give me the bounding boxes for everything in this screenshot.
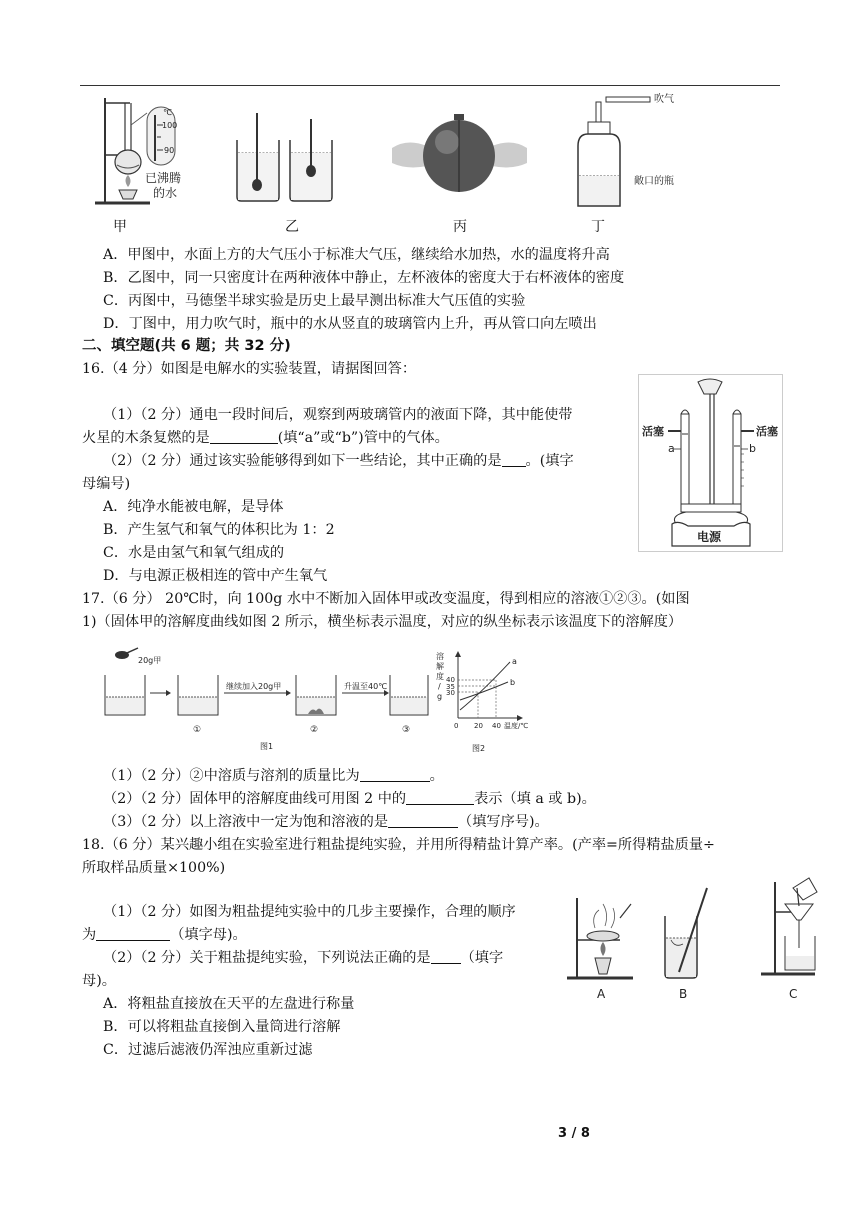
fig1-caption: 图1 [260,742,274,751]
q16-part2-line2: 母编号) [82,476,131,492]
q15-option-b: B．乙图中，同一只密度计在两种液体中静止，左杯液体的密度大于右杯液体的密度 [103,270,625,286]
q17-stem-2: 1)（固体甲的溶解度曲线如图 2 所示，横坐标表示温度，对应的纵坐标表示该温度下的溶解度） [82,614,683,630]
q16-part1-line1: （1）（2 分）通电一段时间后，观察到两玻璃管内的液面下降，其中能使带 [103,407,573,423]
therm-top-label: 100 [162,121,178,130]
q16-option-c: C．水是由氢气和氧气组成的 [103,545,285,561]
q17-blank-3[interactable] [388,813,458,828]
fig1-add-label: 20g甲 [138,656,162,665]
fig2-curve-b-label: b [510,678,516,687]
q18-option-c: C．过滤后滤液仍浑浊应重新过滤 [103,1042,313,1058]
q16-part2-pre: （2）（2 分）通过该实验能够得到如下一些结论，其中正确的是 [103,453,502,469]
q17-blank-1[interactable] [360,767,430,782]
q17-sub-2 [103,789,596,809]
boiled-label-1: 已沸腾 [145,171,182,185]
fig1-step2: 继续加入20g甲 [226,682,282,691]
fig2-ylabel-4: g [437,692,443,701]
figure-ding [568,88,718,213]
q18-part1-post: （填字母)。 [170,927,247,943]
blow-label: 吹气 [654,94,674,105]
fig2-ylabel-2: 度 [436,672,444,681]
fig2-curve-a-label: a [512,657,517,666]
q16-part1-pre: 火星的木条复燃的是 [82,430,210,446]
q17-sub-3 [103,812,549,832]
q16-blank-2[interactable] [502,452,526,467]
boiled-label-2: 的水 [153,186,178,200]
fig1-n3: ③ [402,725,411,735]
q18-part1-line2 [82,925,247,945]
left-valve-label: 活塞 [642,425,664,438]
q18-blank-2[interactable] [431,949,461,964]
q18-stem-2: 所取样品质量×100%) [82,860,226,876]
q17-sub2-pre: （2）（2 分）固体甲的溶解度曲线可用图 2 中的 [103,791,407,807]
q16-blank-1[interactable] [210,429,278,444]
fig-yi-label: 乙 [285,219,299,235]
q18-part2-pre: （2）（2 分）关于粗盐提纯实验，下列说法正确的是 [103,950,431,966]
q17-sub1-pre: （1）（2 分）②中溶质与溶剂的质量比为 [103,768,360,784]
tube-a-label: a [668,442,675,455]
power-label: 电源 [697,530,722,544]
q18-part2-post: （填字 [460,950,504,966]
page-number: 3 / 8 [558,1126,590,1141]
q17-sub1-post: 。 [429,768,444,784]
q18-part2-line1 [103,948,503,968]
q17-sub-1 [103,766,444,786]
fig2-y35: 35 [446,683,455,691]
tube-b-label: b [749,442,756,455]
q18-part2-line2: 母)。 [82,973,116,989]
op-c-label: C [789,987,798,1001]
fig2-ylabel-0: 溶 [436,652,444,661]
q18-blank-1[interactable] [96,926,170,941]
q16-stem: 16.（4 分）如图是电解水的实验装置，请据图回答： [82,361,417,377]
op-b-label: B [679,987,688,1001]
q16-option-b: B．产生氢气和氧气的体积比为 1：2 [103,522,335,538]
fig1-n1: ① [193,725,202,735]
salt-purification-figure [565,878,820,1003]
q15-option-d: D．丁图中，用力吹气时，瓶中的水从竖直的玻璃管内上升，再从管口向左喷出 [103,316,597,332]
header-rule [80,85,780,86]
right-valve-label: 活塞 [756,425,778,438]
fig2-caption: 图2 [472,744,486,753]
fig2-x20: 20 [474,722,483,730]
q17-figure-2 [432,648,542,756]
fig1-step3: 升温至40℃ [344,682,388,691]
electrolysis-figure [638,374,783,552]
op-a-label: A [597,987,606,1001]
q15-option-a: A．甲图中，水面上方的大气压小于标准大气压，继续给水加热，水的温度将升高 [103,247,610,263]
q17-blank-2[interactable] [406,790,474,805]
fig2-xlabel: 温度/℃ [504,722,529,730]
q15-option-c: C．丙图中，马德堡半球实验是历史上最早测出标准大气压值的实验 [103,293,526,309]
q16-option-a: A．纯净水能被电解，是导体 [103,499,284,515]
fig2-x0: 0 [454,722,459,730]
q18-part1-pre: 为 [82,927,97,943]
q18-option-b: B．可以将粗盐直接倒入量筒进行溶解 [103,1019,341,1035]
fig2-ylabel [436,651,444,701]
fig-jia-label: 甲 [113,219,127,235]
fig1-n2: ② [310,725,319,735]
fig-ding-label: 丁 [591,219,605,235]
q17-sub3-post: （填写序号)。 [458,814,549,830]
fig-bing-label: 丙 [453,219,467,235]
q16-option-d: D．与电源正极相连的管中产生氧气 [103,568,328,584]
q17-stem-1: 17.（6 分） 20℃时，向 100g 水中不断加入固体甲或改变温度，得到相应的溶液①②③。(如图 [82,591,690,607]
figure-yi [232,105,342,205]
q16-part2-post: 。(填字 [525,453,574,469]
open-bottle-label: 敞口的瓶 [634,176,674,187]
therm-unit: ℃ [163,108,172,117]
q17-sub2-post: 表示（填 a 或 b)。 [474,791,596,807]
figure-bing [392,108,527,203]
fig2-y40: 40 [446,676,455,684]
fig2-y30: 30 [446,689,455,697]
therm-bottom-label: 90 [164,146,175,155]
fig2-ylabel-1: 解 [436,662,444,671]
fig2-x40: 40 [492,722,501,730]
fig2-ylabel-3: / [438,682,441,691]
section-title: 二、填空题(共 6 题；共 32 分) [82,338,291,354]
q17-figure-1 [100,645,430,753]
q17-sub3-pre: （3）（2 分）以上溶液中一定为饱和溶液的是 [103,814,389,830]
q16-part1-post: (填“a”或“b”)管中的气体。 [277,430,449,446]
q18-part1-line1: （1）（2 分）如图为粗盐提纯实验中的几步主要操作，合理的顺序 [103,904,516,920]
q18-stem-1: 18.（6 分）某兴趣小组在实验室进行粗盐提纯实验，并用所得精盐计算产率。(产率=所得精盐质量÷ [82,837,715,853]
q16-part2-line1 [103,451,574,471]
figure-jia [95,95,205,210]
q16-part1-line2 [82,428,449,448]
q18-option-a: A．将粗盐直接放在天平的左盘进行称量 [103,996,355,1012]
